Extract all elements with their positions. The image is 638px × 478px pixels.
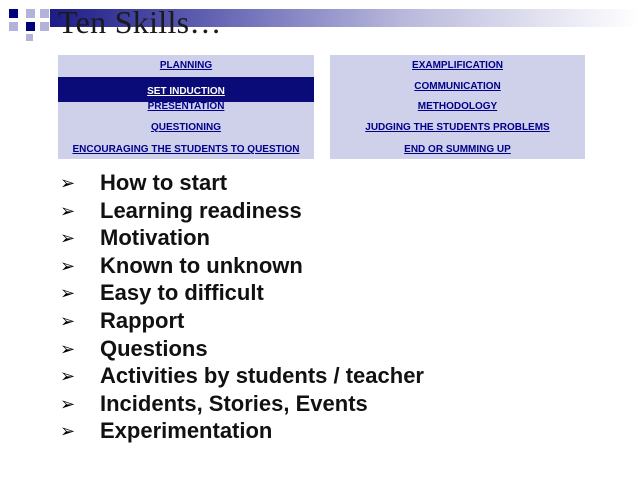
arrow-bullet-icon: ➢	[60, 338, 76, 359]
skills-table-left	[58, 55, 314, 159]
skill-link-set-induction[interactable]: SET INDUCTION	[58, 77, 314, 102]
skill-link-examplification[interactable]: EXAMPLIFICATION	[412, 60, 503, 71]
skill-link-planning[interactable]: PLANNING	[159, 60, 213, 71]
corner-square	[26, 9, 35, 18]
arrow-bullet-icon: ➢	[60, 310, 76, 331]
corner-square	[40, 22, 49, 31]
corner-square	[26, 34, 33, 41]
arrow-bullet-icon: ➢	[60, 173, 76, 193]
skill-link-judging[interactable]: JUDGING THE STUDENTS PROBLEMS	[365, 122, 550, 133]
skill-link-communication[interactable]: COMMUNICATION	[414, 81, 501, 92]
skill-link-presentation[interactable]: PRESENTATION	[147, 101, 225, 112]
skill-link-end-summing-up[interactable]: END OR SUMMING UP	[404, 144, 511, 155]
skill-link-questioning[interactable]: QUESTIONING	[150, 122, 221, 133]
skill-link-methodology[interactable]: METHODOLOGY	[417, 101, 498, 112]
arrow-bullet-icon: ➢	[60, 283, 76, 304]
arrow-bullet-icon: ➢	[60, 421, 76, 442]
arrow-bullet-icon: ➢	[60, 228, 76, 249]
skills-table-right	[330, 55, 585, 159]
arrow-bullet-icon: ➢	[60, 393, 76, 414]
arrow-bullet-icon: ➢	[60, 366, 76, 387]
corner-square	[9, 9, 18, 18]
skill-link-encouraging[interactable]: ENCOURAGING THE STUDENTS TO QUESTION	[72, 144, 300, 155]
corner-square	[40, 9, 49, 18]
corner-square	[9, 22, 18, 31]
corner-square	[26, 22, 35, 31]
arrow-bullet-icon: ➢	[60, 200, 76, 221]
slide-title: Ten Skills…	[58, 4, 222, 40]
arrow-bullet-icon: ➢	[60, 255, 76, 276]
